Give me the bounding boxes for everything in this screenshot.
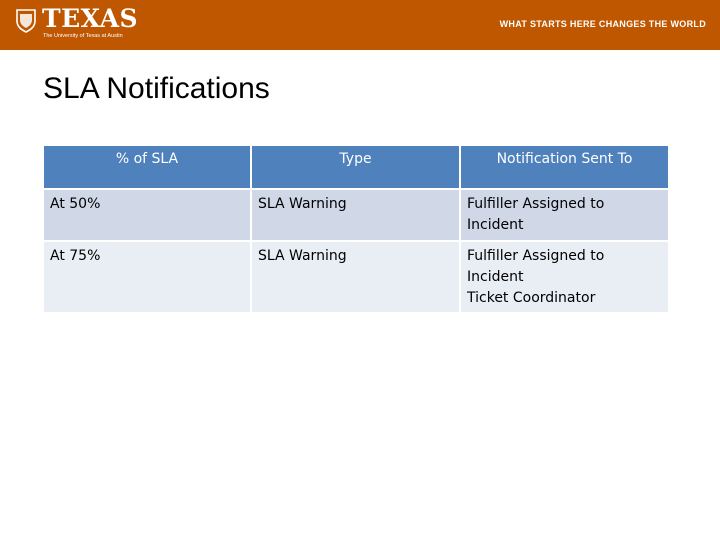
cell-type: SLA Warning	[251, 189, 460, 241]
sla-notifications-table	[42, 144, 670, 314]
table-row	[43, 189, 669, 241]
column-header-type: Type	[251, 145, 460, 189]
column-header-sent-to: Notification Sent To	[460, 145, 669, 189]
header-banner	[0, 0, 720, 50]
recipient-line: Incident	[467, 217, 524, 233]
recipient-line: Ticket Coordinator	[467, 290, 596, 306]
recipient-line: Fulfiller Assigned to	[467, 196, 605, 212]
shield-icon	[16, 9, 36, 33]
cell-sent-to	[460, 241, 669, 313]
table-row	[43, 241, 669, 313]
recipient-line: Incident	[467, 269, 524, 285]
ut-logo	[16, 6, 138, 44]
column-header-sla-percent: % of SLA	[43, 145, 251, 189]
cell-sla-percent: At 75%	[43, 241, 251, 313]
table-header-row	[43, 145, 669, 189]
cell-type: SLA Warning	[251, 241, 460, 313]
logo-wordmark: TEXAS	[42, 4, 139, 33]
page-title: SLA Notifications	[43, 72, 270, 105]
cell-sent-to	[460, 189, 669, 241]
logo-subtitle: The University of Texas at Austin	[43, 33, 123, 39]
recipient-line: Fulfiller Assigned to	[467, 248, 605, 264]
cell-sla-percent: At 50%	[43, 189, 251, 241]
header-tagline: WHAT STARTS HERE CHANGES THE WORLD	[499, 19, 706, 29]
